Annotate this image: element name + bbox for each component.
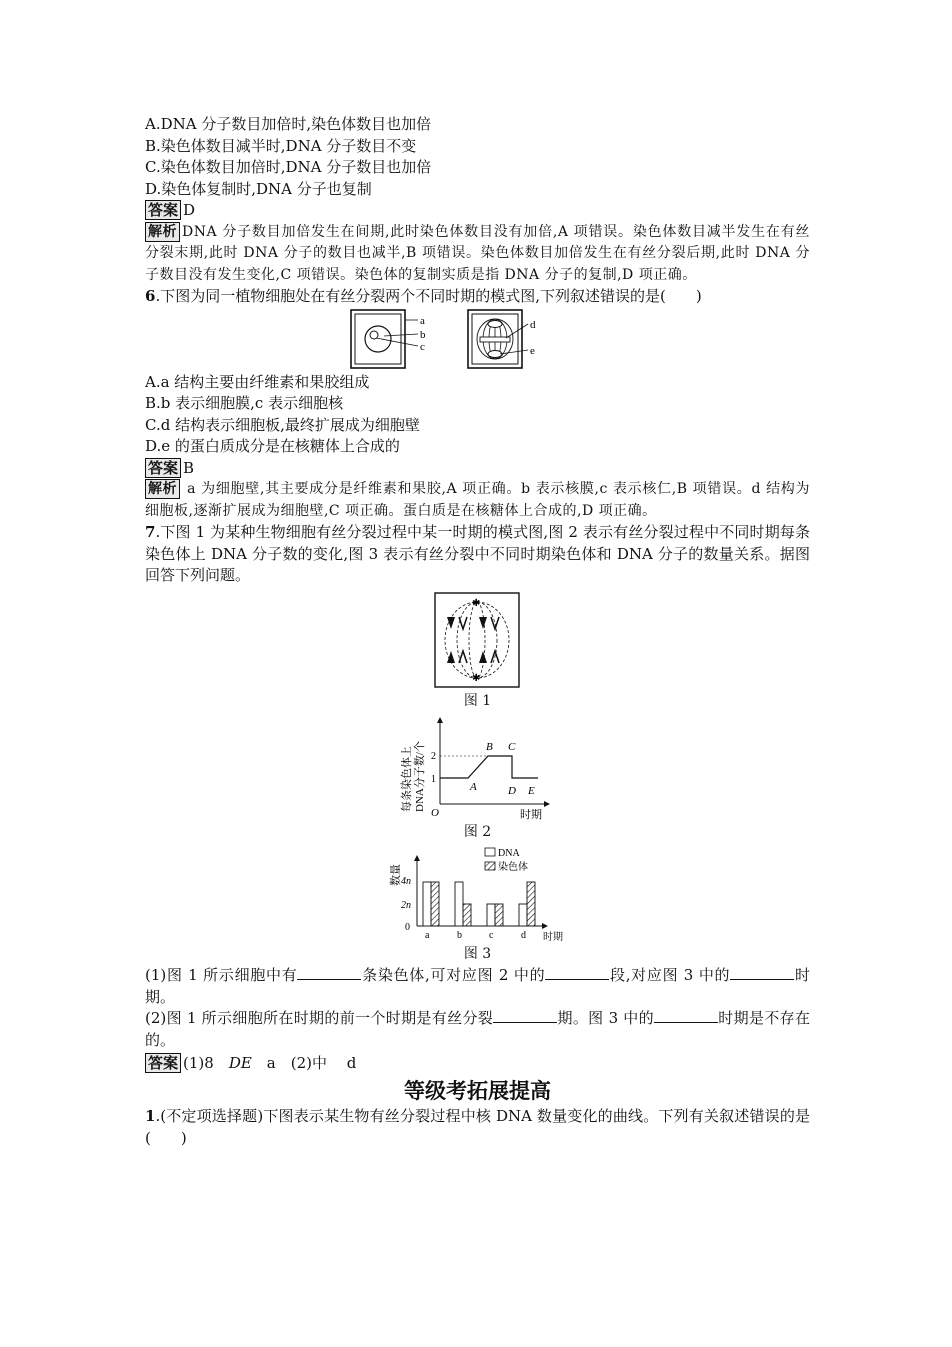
- document-page: [145, 114, 810, 1149]
- fig1-caption: 图 1: [463, 692, 492, 709]
- q7-figure-2: [398, 712, 558, 822]
- fig2-caption: 图 2: [463, 824, 492, 840]
- fig2-point-C: C: [507, 741, 515, 753]
- q6-option-d: D.e 的蛋白质成分是在核糖体上合成的: [145, 437, 400, 455]
- fig3-bar-chrom-c: [495, 904, 503, 926]
- q6-stem: .下图为同一植物细胞处在有丝分裂两个不同时期的模式图,下列叙述错误的是( ): [155, 287, 702, 305]
- fig3-xlabel: 时期: [542, 931, 563, 943]
- fig3-cat-b: b: [456, 929, 462, 941]
- section-title: 等级考拓展提高: [404, 1078, 551, 1103]
- blank-5[interactable]: [654, 1008, 718, 1023]
- q7-sub2-b: 期。图 3 中的: [557, 1009, 654, 1027]
- legend-chrom: 染色体: [497, 861, 528, 873]
- blank-2[interactable]: [545, 965, 609, 980]
- fig3-ytick-0: 0: [404, 921, 410, 933]
- q5-option-d: D.染色体复制时,DNA 分子也复制: [145, 179, 372, 198]
- fig3-bar-dna-d: [519, 904, 527, 926]
- q7-sub2: [145, 1008, 810, 1051]
- legend-dna-swatch: [485, 848, 495, 856]
- svg-text:✱: ✱: [471, 597, 480, 609]
- ext-q1-stem: .(不定项选择题)下图表示某生物有丝分裂过程中核 DNA 数量变化的曲线。下列有关叙述错误的是( ): [145, 1107, 810, 1147]
- fig3-bar-dna-b: [455, 882, 463, 926]
- fig2-point-B: B: [485, 741, 493, 753]
- ext-q1-stem-line: [145, 1106, 810, 1149]
- q6-option-c: C.d 结构表示细胞板,最终扩展成为细胞壁: [145, 415, 420, 434]
- blank-4[interactable]: [493, 1008, 557, 1023]
- q6-explanation-line: [145, 479, 810, 522]
- fig3-bar-chrom-d: [527, 882, 535, 926]
- fig2-ytick-1: 1: [430, 774, 436, 785]
- svg-text:✱: ✱: [471, 672, 480, 684]
- q7-answer-1: (1)8: [183, 1054, 229, 1072]
- q5-option-b: B.染色体数目减半时,DNA 分子数目不变: [145, 136, 417, 155]
- fig2-ylabel-2: DNA分子数/个: [413, 741, 426, 812]
- q6-figure: [348, 308, 608, 372]
- q6-answer: B: [183, 458, 195, 477]
- q6-explanation: a 为细胞壁,其主要成分是纤维素和果胶,A 项正确。b 表示核膜,c 表示核仁,B 项错误。d 结构为细胞板,逐渐扩展成为细胞壁,C 项正确。蛋白质是在核糖体上合成的,D 项正确。: [145, 481, 810, 519]
- fig2-xlabel: 时期: [519, 809, 542, 821]
- fig3-cat-d: d: [520, 929, 526, 941]
- q7-sub1: [145, 965, 810, 1008]
- q7-sub1-c: 段,对应图 3 中的: [609, 966, 731, 984]
- fig3-bar-chrom-b: [463, 904, 471, 926]
- fig3-bar-chrom-a: [431, 882, 439, 926]
- fig2-origin: O: [430, 807, 439, 819]
- q7-stem: .下图 1 为某种生物细胞有丝分裂过程中某一时期的模式图,图 2 表示有丝分裂过程中不同时期每条染色体上 DNA 分子数的变化,图 3 表示有丝分裂中不同时期染色体和 DNA 分子的数量关系。据图回答下列问题。: [145, 523, 810, 584]
- label-c: c: [419, 340, 425, 353]
- q5-answer: D: [183, 201, 196, 219]
- label-a: a: [419, 314, 425, 327]
- label-d: d: [529, 318, 535, 331]
- blank-3[interactable]: [730, 965, 794, 980]
- q7-answer-2: a (2)中 d: [251, 1054, 357, 1072]
- q6-answer-line: [145, 458, 810, 480]
- fig2-point-A: A: [469, 781, 477, 793]
- q7-number: 7: [145, 523, 156, 541]
- q5-option-c: C.染色体数目加倍时,DNA 分子数目也加倍: [145, 158, 432, 176]
- q7-sub1-b: 条染色体,可对应图 2 中的: [361, 966, 546, 984]
- q7-figure-1: [433, 591, 523, 691]
- q7-stem-line: [145, 522, 810, 587]
- fig3-bar-dna-a: [423, 882, 431, 926]
- q5-explanation-line: [145, 222, 810, 287]
- legend-chrom-swatch: [485, 862, 495, 870]
- fig3-caption: 图 3: [463, 945, 492, 962]
- label-b: b: [419, 328, 425, 341]
- q7-answer-line: [145, 1053, 810, 1075]
- fig3-ylabel: 数量: [389, 863, 402, 886]
- legend-dna: DNA: [497, 847, 520, 859]
- label-e: e: [529, 344, 535, 357]
- q7-sub2-a: (2)图 1 所示细胞所在时期的前一个时期是有丝分裂: [145, 1009, 494, 1027]
- ext-q1-number: 1: [145, 1107, 156, 1125]
- fig3-ytick-4n: 4n: [400, 875, 411, 887]
- blank-1[interactable]: [297, 965, 361, 980]
- answer-tag: 答案: [145, 458, 181, 478]
- fig3-bars: [423, 882, 535, 926]
- q5-explanation: DNA 分子数目加倍发生在间期,此时染色体数目没有加倍,A 项错误。染色体数目减半发生在有丝分裂末期,此时 DNA 分子的数目也减半,B 项错误。染色体数目加倍发生在有丝分裂后期,此时 DNA 分子数目没有发生变化,C 项错误。染色体的复制实质是指 DNA 分子的复制,D 项正确。: [145, 223, 810, 283]
- q7-figure-3: [383, 844, 573, 944]
- fig3-bar-dna-c: [487, 904, 495, 926]
- q5-option-a: A.DNA 分子数目加倍时,染色体数目也加倍: [145, 115, 432, 133]
- answer-tag: 答案: [145, 1053, 181, 1073]
- q6-option-b: B.b 表示细胞膜,c 表示细胞核: [145, 394, 344, 412]
- q7-sub1-a: (1)图 1 所示细胞中有: [145, 966, 298, 984]
- q6-option-a: A.a 结构主要由纤维素和果胶组成: [145, 372, 370, 391]
- q7-sub2-c: 时期是不存在的。: [145, 1009, 810, 1049]
- q6-number: 6: [145, 287, 156, 305]
- fig2-point-D: D: [507, 785, 516, 797]
- q6-stem-line: [145, 286, 810, 308]
- q7-sub1-d: 时期。: [145, 966, 810, 1006]
- explain-tag: 解析: [145, 222, 180, 242]
- fig3-cat-c: c: [488, 929, 493, 941]
- fig2-point-E: E: [527, 785, 535, 797]
- q5-answer-line: [145, 200, 810, 222]
- explain-tag: 解析: [145, 479, 180, 499]
- fig3-cat-a: a: [424, 929, 429, 941]
- fig2-ylabel-1: 每条染色体上: [400, 746, 413, 812]
- q7-answer-de: DE: [228, 1054, 252, 1072]
- fig2-ytick-2: 2: [430, 751, 436, 762]
- answer-tag: 答案: [145, 200, 181, 220]
- fig3-ytick-2n: 2n: [400, 899, 411, 911]
